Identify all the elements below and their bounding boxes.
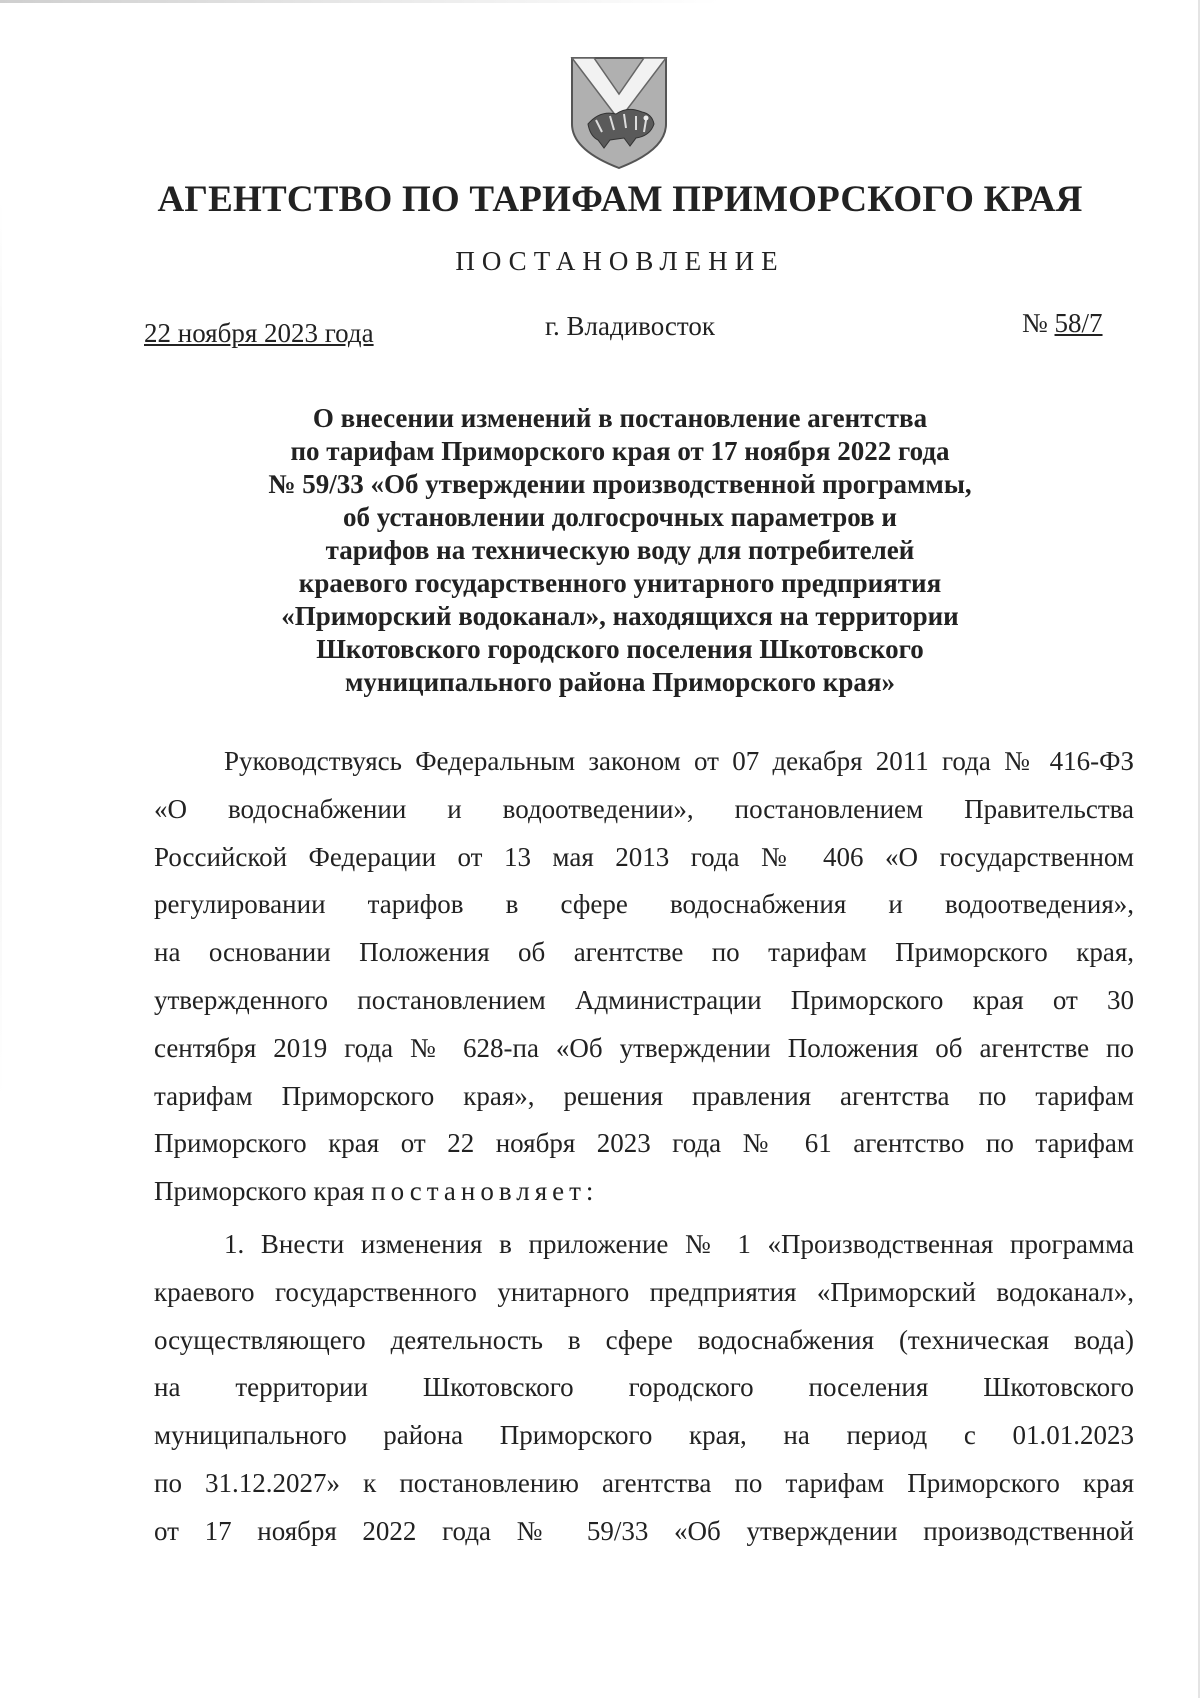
document-date: 22 ноября 2023 года (144, 318, 374, 348)
preamble-paragraph (154, 738, 1134, 1216)
item-1-line: от 17 ноября 2022 года № 59/33 «Об утверждении производственной (154, 1515, 1134, 1546)
scan-edge-left (0, 200, 2, 1100)
preamble-line: «О водоснабжении и водоотведении», постановлением Правительства (154, 793, 1134, 824)
item-1-line: 1. Внести изменения в приложение № 1 «Производственная программа (224, 1229, 1134, 1259)
document-type: ПОСТАНОВЛЕНИЕ (455, 246, 785, 276)
preamble-line: тарифам Приморского края», решения правления агентства по тарифам (154, 1080, 1134, 1111)
item-1-line: осуществляющего деятельность в сфере водоснабжения (техническая вода) (154, 1324, 1134, 1355)
item-1-line: на территории Шкотовского городского поселения Шкотовского (154, 1372, 1134, 1403)
subject-line: тарифов на техническую воду для потребителей (325, 535, 915, 565)
scan-edge-top (0, 0, 1200, 3)
subject-line: № 59/33 «Об утверждении производственной программы, (268, 469, 972, 499)
subject-line: об установлении долгосрочных параметров и (343, 502, 897, 532)
preamble-line: регулировании тарифов в сфере водоснабжения и водоотведения», (154, 889, 1134, 920)
agency-title: АГЕНТСТВО ПО ТАРИФАМ ПРИМОРСКОГО КРАЯ (157, 179, 1083, 220)
subject-line: О внесении изменений в постановление агентства (312, 403, 928, 433)
document-city: г. Владивосток (545, 311, 715, 341)
preamble-line: утвержденного постановлением Администрации Приморского края от 30 (154, 984, 1134, 1015)
preamble-last-text: Приморского края (154, 1176, 372, 1207)
preamble-last-line (154, 1168, 1134, 1216)
subject-line: муниципального района Приморского края» (345, 667, 895, 697)
resolves-word: постановляет: (371, 1176, 599, 1207)
document-subject (200, 402, 1040, 699)
preamble-line: сентября 2019 года № 628-па «Об утверждении Положения об агентстве по (154, 1032, 1134, 1063)
document-number (1022, 308, 1103, 339)
subject-line: по тарифам Приморского края от 17 ноября 2022 года (290, 436, 950, 466)
document-number-prefix: № (1022, 308, 1055, 338)
item-1-paragraph (154, 1221, 1134, 1556)
preamble-line: Руководствуясь Федеральным законом от 07 декабря 2011 года № 416-ФЗ (224, 746, 1134, 776)
document-number-value: 58/7 (1054, 308, 1103, 338)
item-1-line: по 31.12.2027» к постановлению агентства по тарифам Приморского края (154, 1467, 1134, 1498)
preamble-line: Приморского края от 22 ноября 2023 года № 61 агентство по тарифам (154, 1128, 1134, 1159)
coat-of-arms-icon (566, 54, 672, 172)
subject-line: Шкотовского городского поселения Шкотовского (316, 634, 924, 664)
preamble-line: Российской Федерации от 13 мая 2013 года № 406 «О государственном (154, 841, 1134, 872)
item-1-line: краевого государственного унитарного предприятия «Приморский водоканал», (154, 1276, 1134, 1307)
subject-line: «Приморский водоканал», находящихся на территории (281, 601, 959, 631)
subject-line: краевого государственного унитарного предприятия (298, 568, 942, 598)
preamble-line: на основании Положения об агентстве по тарифам Приморского края, (154, 937, 1134, 968)
item-1-line: муниципального района Приморского края, на период с 01.01.2023 (154, 1420, 1134, 1451)
